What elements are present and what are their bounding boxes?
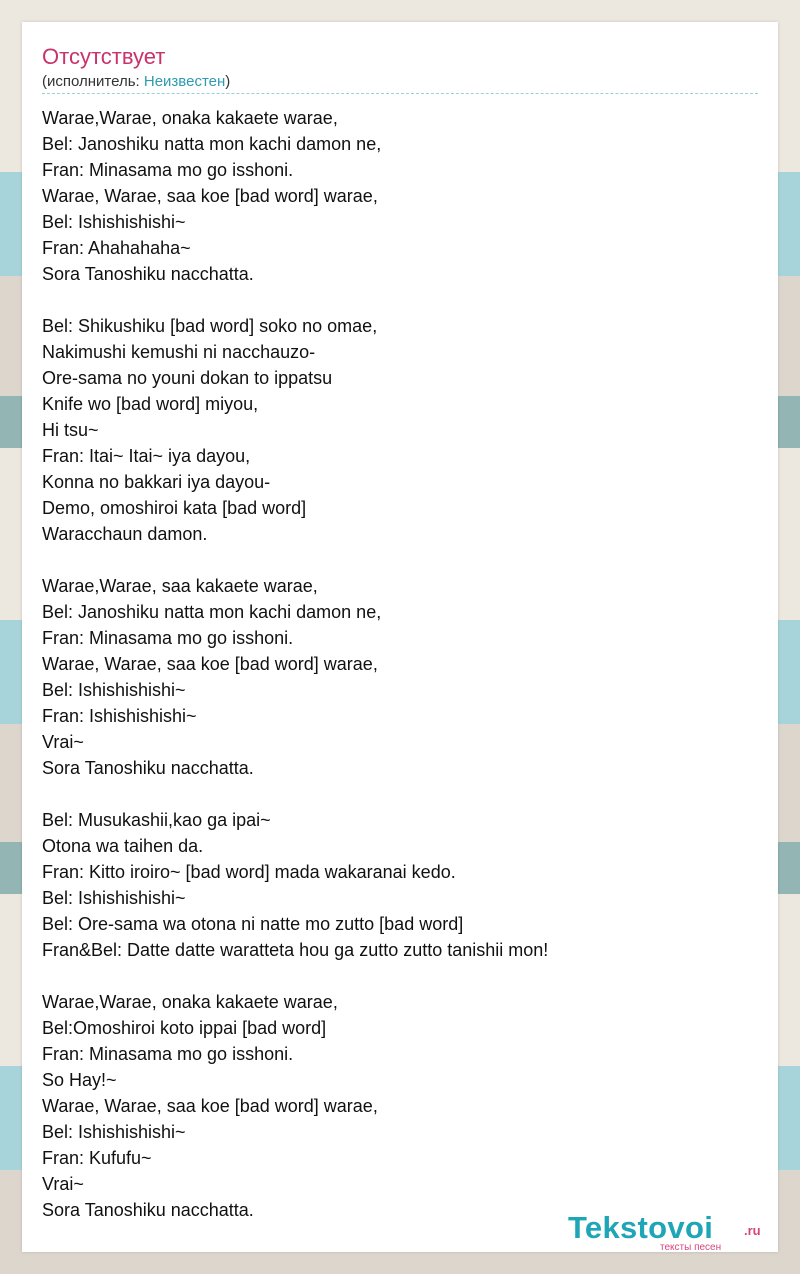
- lyrics-line: Demo, omoshiroi kata [bad word]: [42, 498, 307, 518]
- lyrics-line: Warae,Warae, onaka kakaete warae,: [42, 108, 338, 128]
- artist-line: [42, 73, 758, 94]
- lyrics-blank-line: [42, 547, 758, 573]
- lyrics-line: Fran&Bel: Datte datte waratteta hou ga zutto zutto tanishii mon!: [42, 940, 549, 960]
- lyrics-line: Vrai~: [42, 1174, 84, 1194]
- lyrics-line: Warae, Warae, saa koe [bad word] warae,: [42, 186, 378, 206]
- lyrics-line: So Hay!~: [42, 1070, 117, 1090]
- artist-prefix: (исполнитель:: [42, 73, 144, 90]
- lyrics-line: Warae,Warae, onaka kakaete warae,: [42, 992, 338, 1012]
- lyrics-line: Bel: Ishishishishi~: [42, 212, 186, 232]
- song-title: Отсутствует: [42, 44, 166, 69]
- lyrics-line: Fran: Ishishishishi~: [42, 706, 197, 726]
- lyrics-line: Bel: Ishishishishi~: [42, 1122, 186, 1142]
- lyrics-line: Bel: Musukashii,kao ga ipai~: [42, 810, 271, 830]
- lyrics-line: Sora Tanoshiku nacchatta.: [42, 758, 254, 778]
- lyrics-line: Bel: Ishishishishi~: [42, 888, 186, 908]
- lyrics-blank-line: [42, 963, 758, 989]
- lyrics-card: [22, 22, 778, 1252]
- lyrics-line: Bel: Ore-sama wa otona ni natte mo zutto [bad word]: [42, 914, 464, 934]
- lyrics-line: Konna no bakkari iya dayou-: [42, 472, 271, 492]
- tekstovoi-logo[interactable]: [568, 1210, 778, 1253]
- lyrics-blank-line: [42, 781, 758, 807]
- lyrics-line: Fran: Minasama mo go isshoni.: [42, 1044, 294, 1064]
- lyrics-body: [42, 105, 758, 1223]
- artist-link[interactable]: Неизвестен: [143, 73, 226, 90]
- lyrics-line: Knife wo [bad word] miyou,: [42, 394, 259, 414]
- lyrics-line: Nakimushi kemushi ni nacchauzo-: [42, 342, 316, 362]
- lyrics-line: Warae, Warae, saa koe [bad word] warae,: [42, 654, 378, 674]
- lyrics-line: Sora Tanoshiku nacchatta.: [42, 264, 254, 284]
- lyrics-line: Warae, Warae, saa koe [bad word] warae,: [42, 1096, 378, 1116]
- lyrics-line: Ore-sama no youni dokan to ippatsu: [42, 368, 333, 388]
- logo-tagline: тексты песен: [660, 1242, 722, 1253]
- lyrics-line: Waracchaun damon.: [42, 524, 208, 544]
- lyrics-line: Otona wa taihen da.: [42, 836, 204, 856]
- logo-tld: .ru: [744, 1223, 761, 1238]
- lyrics-line: Fran: Kufufu~: [42, 1148, 152, 1168]
- lyrics-line: Bel: Janoshiku natta mon kachi damon ne,: [42, 134, 382, 154]
- lyrics-line: Fran: Itai~ Itai~ iya dayou,: [42, 446, 251, 466]
- lyrics-line: Bel:Omoshiroi koto ippai [bad word]: [42, 1018, 327, 1038]
- lyrics-line: Fran: Ahahahaha~: [42, 238, 191, 258]
- lyrics-line: Vrai~: [42, 732, 84, 752]
- lyrics-blank-line: [42, 287, 758, 313]
- lyrics-line: Sora Tanoshiku nacchatta.: [42, 1200, 254, 1220]
- logo-name: Tekstovoi: [568, 1210, 714, 1245]
- lyrics-line: Hi tsu~: [42, 420, 99, 440]
- lyrics-line: Fran: Minasama mo go isshoni.: [42, 628, 294, 648]
- lyrics-line: Warae,Warae, saa kakaete warae,: [42, 576, 318, 596]
- lyrics-line: Fran: Kitto iroiro~ [bad word] mada wakaranai kedo.: [42, 862, 456, 882]
- lyrics-line: Bel: Shikushiku [bad word] soko no omae,: [42, 316, 378, 336]
- lyrics-line: Bel: Janoshiku natta mon kachi damon ne,: [42, 602, 382, 622]
- artist-suffix: ): [225, 73, 231, 90]
- lyrics-line: Bel: Ishishishishi~: [42, 680, 186, 700]
- lyrics-line: Fran: Minasama mo go isshoni.: [42, 160, 294, 180]
